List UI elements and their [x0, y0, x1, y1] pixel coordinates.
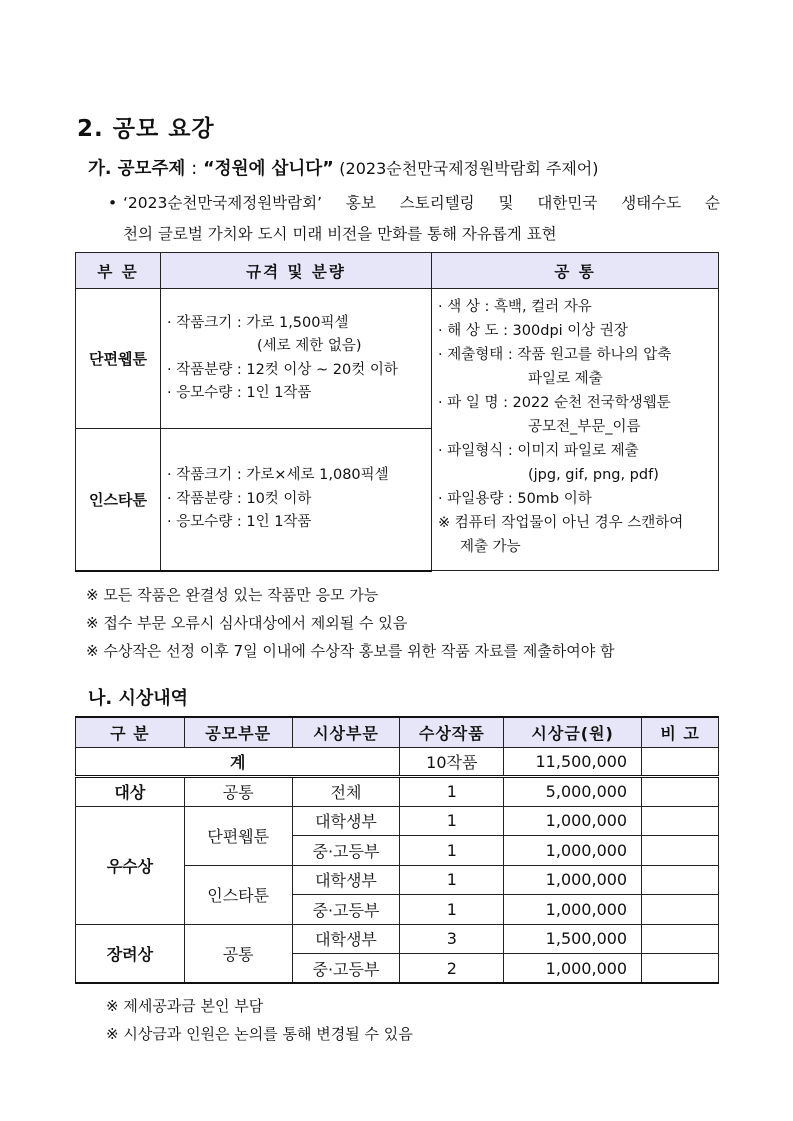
description-line-2: 천의 글로벌 가치와 도시 미래 비전을 만화를 통해 자유롭게 표현	[123, 225, 557, 243]
theme-colon: :	[191, 159, 198, 179]
count: 1	[400, 865, 504, 895]
total-label: 계	[76, 747, 400, 777]
excellence-category: 인스타툰	[184, 865, 292, 924]
grand-amount: 5,000,000	[504, 777, 642, 807]
note-line: ※ 모든 작품은 완결성 있는 작품만 응모 가능	[86, 586, 379, 604]
division: 대학생부	[292, 865, 400, 895]
category-webtoon: 단편웹툰	[76, 289, 161, 429]
submission-notes	[86, 581, 615, 665]
remarks-cell	[642, 806, 719, 836]
award-notes	[106, 992, 413, 1048]
count: 1	[400, 806, 504, 836]
division: 대학생부	[292, 806, 400, 836]
bullet-mark: •	[108, 194, 118, 212]
count: 1	[400, 836, 504, 866]
header-division: 구 분	[76, 717, 185, 747]
common-line: · 제출형태 : 작품 원고를 하나의 압축	[438, 347, 672, 363]
excellence-category: 단편웹툰	[184, 806, 292, 865]
award-grand: 대상	[76, 777, 185, 807]
grand-prize-row	[76, 777, 719, 807]
amount: 1,000,000	[504, 895, 642, 925]
encouragement-row	[76, 924, 719, 954]
award-excellence: 우수상	[76, 806, 185, 924]
header-category: 부 문	[76, 253, 161, 289]
awards-table	[75, 716, 719, 984]
award-encouragement: 장려상	[76, 924, 185, 983]
theme-note: (2023순천만국제정원박람회 주제어)	[339, 159, 599, 178]
category-spec-table	[75, 252, 719, 572]
division: 중·고등부	[292, 895, 400, 925]
spec-line: · 응모수량 : 1인 1작품	[167, 514, 312, 530]
header-contest-category: 공모부문	[184, 717, 292, 747]
common-line: (jpg, gif, png, pdf)	[528, 467, 659, 483]
remarks-cell	[642, 954, 719, 984]
amount: 1,000,000	[504, 806, 642, 836]
header-winning-works: 수상작품	[400, 717, 504, 747]
description-line-1: ‘2023순천만국제정원박람회’ 홍보 스토리텔링 및 대한민국 생태수도 순	[123, 194, 720, 212]
theme-description	[108, 188, 720, 250]
note-line: ※ 수상작은 선정 이후 7일 이내에 수상작 홍보를 위한 작품 자료를 제출하여야 함	[86, 642, 615, 660]
note-line: ※ 시상금과 인원은 논의를 통해 변경될 수 있음	[106, 1025, 413, 1043]
spec-line: · 작품크기 : 가로 1,500픽셀	[167, 314, 349, 331]
header-award-division: 시상부문	[292, 717, 400, 747]
awards-heading: 나. 시상내역	[88, 688, 189, 709]
common-line: 제출 가능	[460, 539, 521, 555]
remarks-cell	[642, 865, 719, 895]
count: 3	[400, 924, 504, 954]
common-line: · 파일형식 : 이미지 파일로 제출	[438, 443, 639, 459]
theme-label: 가. 공모주제	[88, 159, 186, 179]
header-spec: 규격 및 분량	[161, 253, 432, 289]
grand-category: 공통	[184, 777, 292, 807]
total-note	[642, 747, 719, 777]
theme-title: “정원에 삽니다”	[203, 159, 334, 179]
division: 중·고등부	[292, 836, 400, 866]
spec-line: · 작품크기 : 가로×세로 1,080픽셀	[167, 467, 389, 483]
amount: 1,000,000	[504, 954, 642, 984]
note-line: ※ 제세공과금 본인 부담	[106, 997, 264, 1015]
encouragement-category: 공통	[184, 924, 292, 983]
spec-line: (세로 제한 없음)	[257, 338, 362, 354]
total-row	[76, 747, 719, 777]
total-amount: 11,500,000	[504, 747, 642, 777]
spec-webtoon	[161, 289, 432, 429]
spec-instatoon	[161, 429, 432, 571]
grand-count: 1	[400, 777, 504, 807]
header-remarks: 비 고	[642, 717, 719, 747]
header-common: 공 통	[432, 253, 719, 289]
common-line: · 색 상 : 흑백, 컬러 자유	[438, 299, 592, 315]
note-line: ※ 접수 부문 오류시 심사대상에서 제외될 수 있음	[86, 614, 408, 632]
count: 2	[400, 954, 504, 984]
division: 대학생부	[292, 924, 400, 954]
common-line: 파일로 제출	[528, 371, 603, 387]
common-line: · 파 일 명 : 2022 순천 전국학생웹툰	[438, 395, 671, 411]
spec-line: · 작품분량 : 12컷 이상 ~ 20컷 이하	[167, 361, 398, 378]
excellence-row	[76, 806, 719, 836]
remarks-cell	[642, 836, 719, 866]
common-requirements	[432, 289, 719, 571]
amount: 1,500,000	[504, 924, 642, 954]
count: 1	[400, 895, 504, 925]
category-instatoon: 인스타툰	[76, 429, 161, 571]
common-line: · 해 상 도 : 300dpi 이상 권장	[438, 323, 628, 339]
amount: 1,000,000	[504, 865, 642, 895]
remarks-cell	[642, 777, 719, 807]
common-line: 공모전_부문_이름	[528, 419, 641, 435]
spec-line: · 작품분량 : 10컷 이하	[167, 490, 312, 507]
common-line: ※ 컴퓨터 작업물이 아닌 경우 스캔하여	[438, 515, 684, 531]
remarks-cell	[642, 924, 719, 954]
grand-division: 전체	[292, 777, 400, 807]
division: 중·고등부	[292, 954, 400, 984]
contest-theme-line	[88, 155, 599, 180]
total-count: 10작품	[400, 747, 504, 777]
spec-line: · 응모수량 : 1인 1작품	[167, 385, 312, 401]
section-title: 2. 공모 요강	[77, 116, 215, 142]
amount: 1,000,000	[504, 836, 642, 866]
remarks-cell	[642, 895, 719, 925]
header-prize-money: 시상금(원)	[504, 717, 642, 747]
common-line: · 파일용량 : 50mb 이하	[438, 491, 592, 507]
